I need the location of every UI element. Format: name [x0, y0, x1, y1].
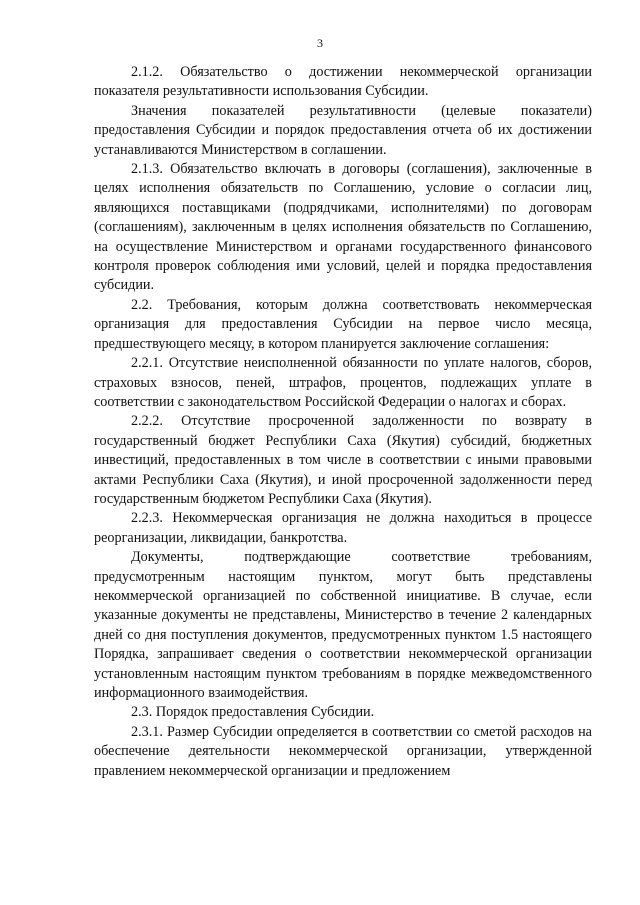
paragraph-2-2-1: 2.2.1. Отсутствие неисполненной обязанности по уплате налогов, сборов, страховых взносов, пеней, штрафов, процентов, подлежащих уплате в соответствии с законодательством Российской Федерации о налогах и сборах. [94, 355, 592, 410]
document-body [94, 63, 592, 781]
paragraph-2-1-2: 2.1.2. Обязательство о достижении некоммерческой организации показателя результативности использования Субсидии. [94, 64, 592, 100]
page-number: 3 [317, 36, 323, 50]
paragraph-2-2-3: 2.2.3. Некоммерческая организация не должна находиться в процессе реорганизации, ликвидации, банкротства. [94, 510, 592, 546]
paragraph-2-3: 2.3. Порядок предоставления Субсидии. [131, 704, 375, 721]
paragraph-2-2-2: 2.2.2. Отсутствие просроченной задолженности по возврату в государственный бюджет Республики Саха (Якутия) субсидий, бюджетных инвестиций, предоставленных в том числе в соответствии с иными правовыми актами Республики Саха (Якутия), и иной просроченной задолженности перед государственным бюджетом Республики Саха (Якутия). [94, 413, 592, 507]
paragraph-2-3-1: 2.3.1. Размер Субсидии определяется в соответствии со сметой расходов на обеспечение деятельности некоммерческой организации, утвержденной правлением некоммерческой организации и предложением [94, 723, 592, 779]
paragraph-target-indicators: Значения показателей результативности (целевые показатели) предоставления Субсидии и порядок предоставления отчета об их достижении устанавливаются Министерством в соглашении. [94, 102, 592, 158]
paragraph-2-1-3: 2.1.3. Обязательство включать в договоры (соглашения), заключенные в целях исполнения обязательств по Соглашению, условие о согласии лиц, являющихся поставщиками (подрядчиками, исполнителями) по договорам (соглашениям), заключенным в целях исполнения обязательств по Соглашению, на осуществление Министерством и органами государственного финансового контроля проверок соблюдения ими условий, целей и порядка предоставления субсидии. [94, 161, 592, 294]
paragraph-2-2: 2.2. Требования, которым должна соответствовать некоммерческая организация для предоставления Субсидии на первое число месяца, предшествующего месяцу, в котором планируется заключение соглашения: [94, 296, 592, 352]
paragraph-documents: Документы, подтверждающие соответствие требованиям, предусмотренным настоящим пунктом, могут быть представлены некоммерческой организацией по собственной инициативе. В случае, если указанные документы не представлены, Министерство в течение 2 календарных дней со дня поступления документов, предусмотренных пунктом 1.5 настоящего Порядка, запрашивает сведения о соответствии некоммерческой организации установленным настоящим пунктом требованиям в порядке межведомственного информационного взаимодействия. [94, 549, 592, 701]
